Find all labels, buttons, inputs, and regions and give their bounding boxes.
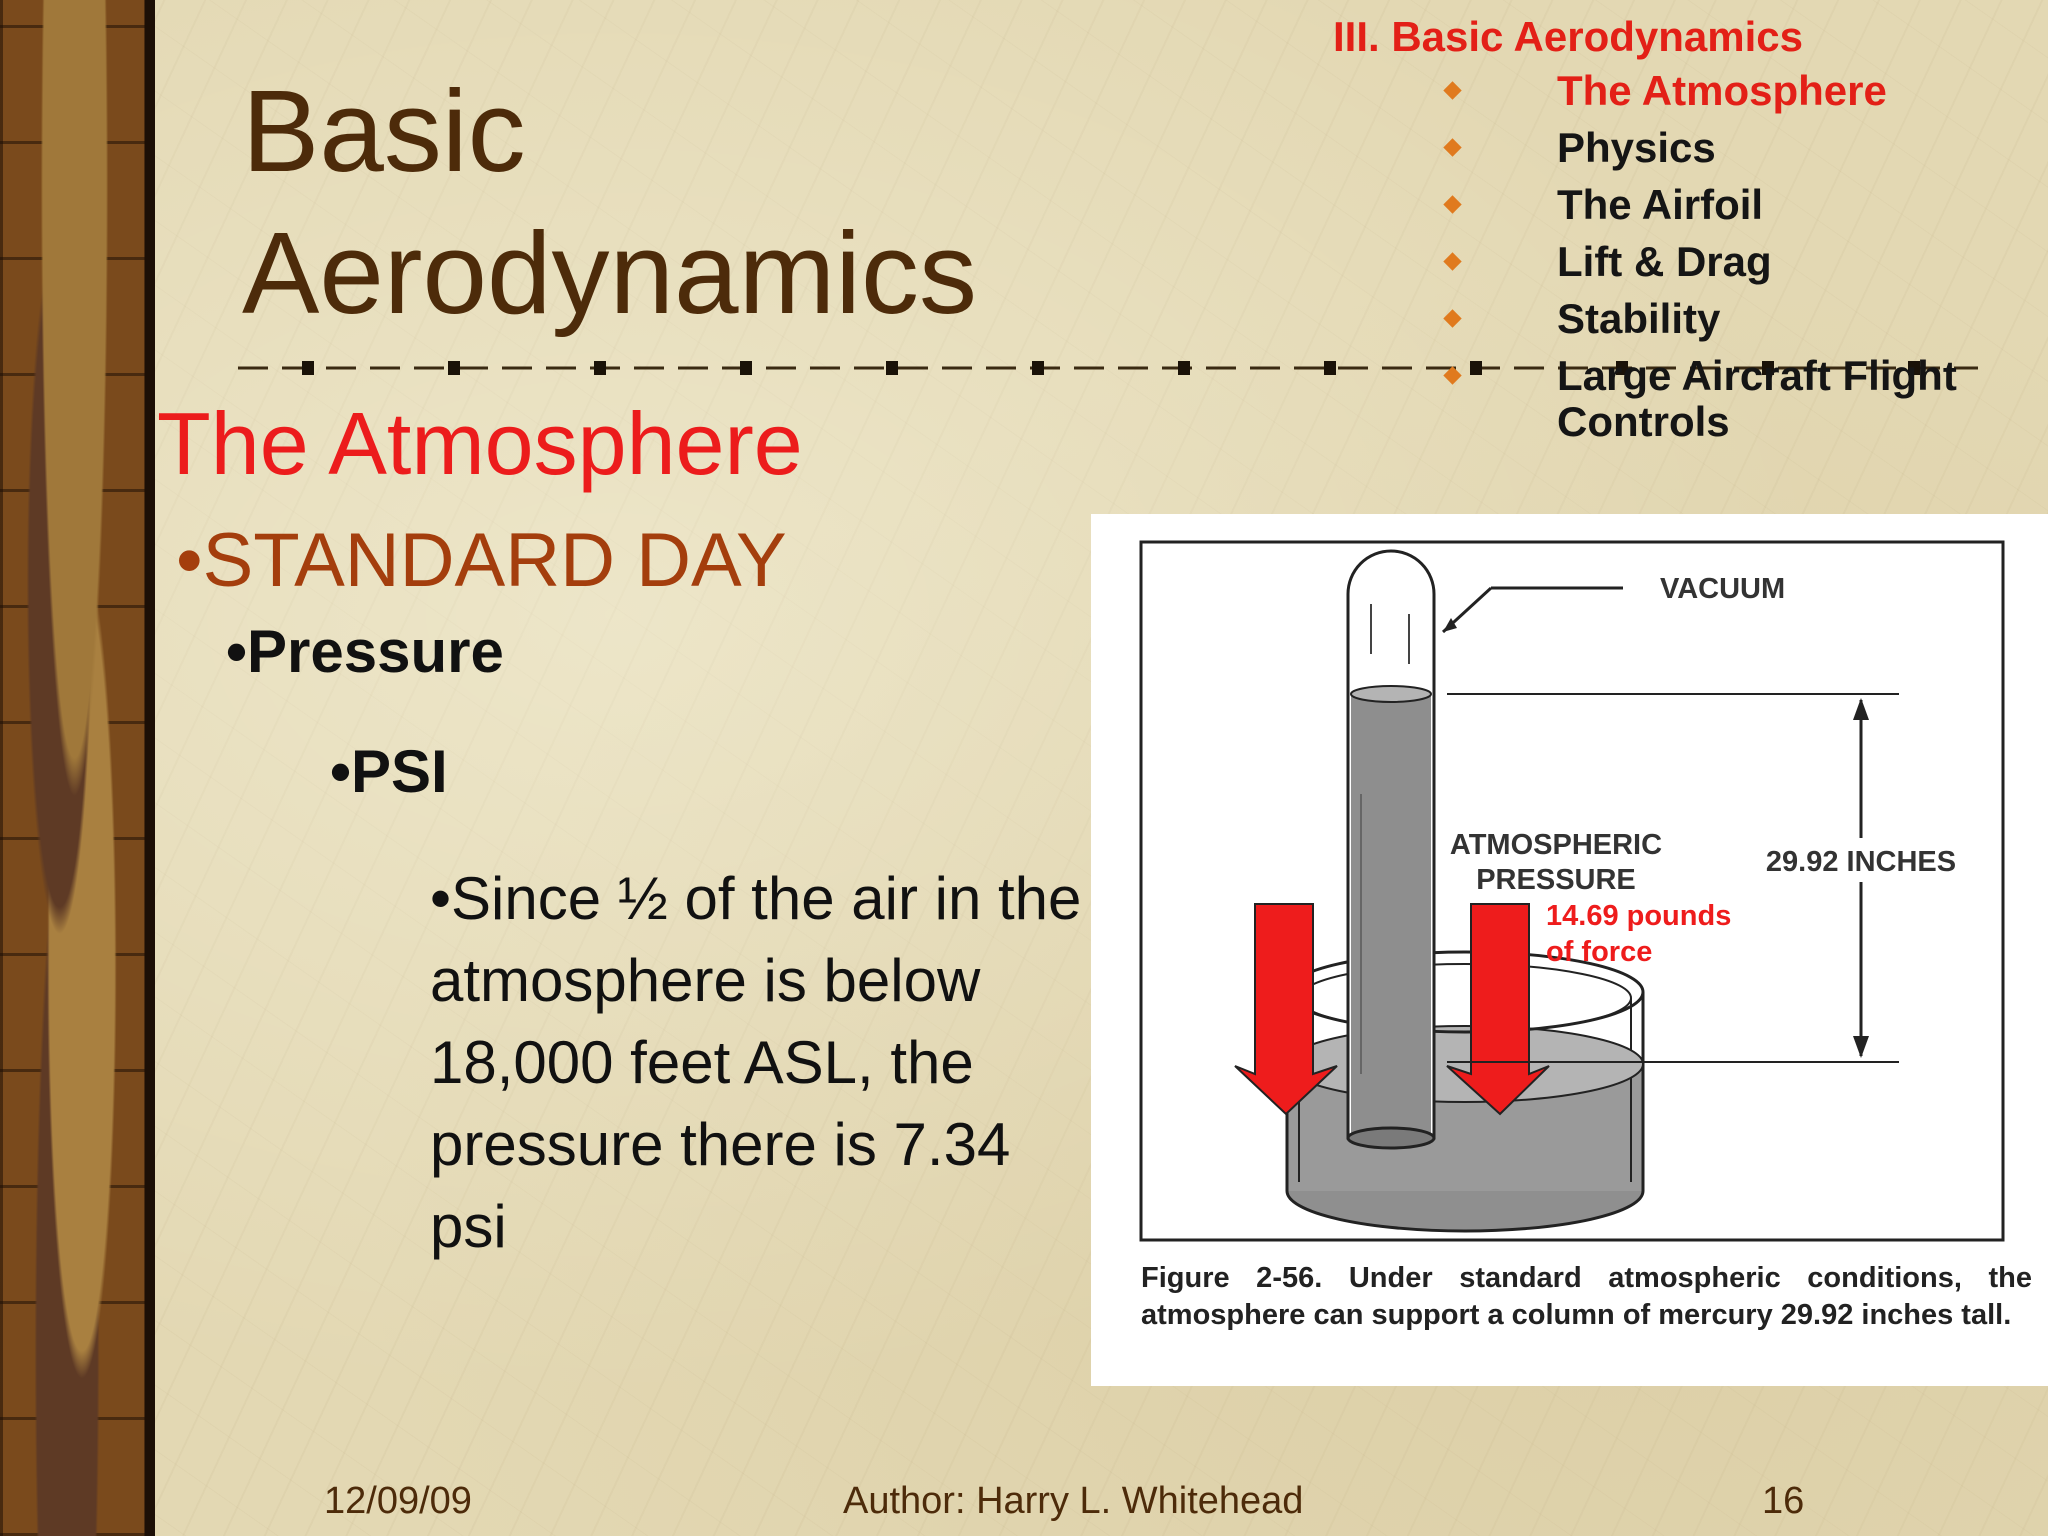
outline-item-label: Stability [1557, 295, 1721, 342]
title-line-1: Basic [242, 66, 526, 196]
atmospheric-label: ATMOSPHERIC [1449, 829, 1663, 861]
height-label: 29.92 INCHES [1765, 846, 1957, 878]
outline-heading: III. Basic Aerodynamics [1333, 13, 1803, 60]
force-label-line-2: of force [1546, 936, 1653, 968]
outline-item-label: Physics [1557, 124, 1716, 171]
barometer-diagram [1091, 514, 2048, 1244]
title-line-2: Aerodynamics [242, 208, 977, 338]
figure-caption: Figure 2-56. Under standard atmospheric conditions, the atmosphere can support a column of mercury 29.92 inches tall. [1141, 1262, 2032, 1331]
diamond-bullet-icon [1443, 81, 1461, 99]
diamond-bullet-icon [1443, 252, 1461, 270]
bullet-pressure: •Pressure [226, 618, 504, 685]
footer-author: Author: Harry L. Whitehead [843, 1480, 1304, 1522]
bullet-psi: •PSI [330, 738, 448, 805]
outline-item-label: Large Aircraft Flight Controls [1557, 352, 1957, 445]
decorative-sidebar [0, 0, 152, 1536]
diamond-bullet-icon [1443, 195, 1461, 213]
bullet-standard-day: •STANDARD DAY [176, 518, 787, 603]
outline-item-label: The Atmosphere [1557, 67, 1887, 114]
bullet-half-air-note: •Since ½ of the air in the atmosphere is below 18,000 feet ASL, the pressure there is 7.34 psi [430, 865, 1082, 1260]
diamond-bullet-icon [1443, 309, 1461, 327]
diamond-bullet-icon [1443, 138, 1461, 156]
outline-item-label: The Airfoil [1557, 181, 1764, 228]
section-title: The Atmosphere [157, 394, 803, 493]
force-label-line-1: 14.69 pounds [1546, 900, 1732, 932]
footer-date: 12/09/09 [324, 1480, 472, 1522]
vacuum-label: VACUUM [1660, 573, 1786, 605]
pressure-label: PRESSURE [1476, 864, 1636, 896]
barometer-figure [1091, 514, 2048, 1386]
footer-page-number: 16 [1762, 1480, 1805, 1522]
slide-title [242, 60, 977, 344]
outline-item-label: Lift & Drag [1557, 238, 1772, 285]
